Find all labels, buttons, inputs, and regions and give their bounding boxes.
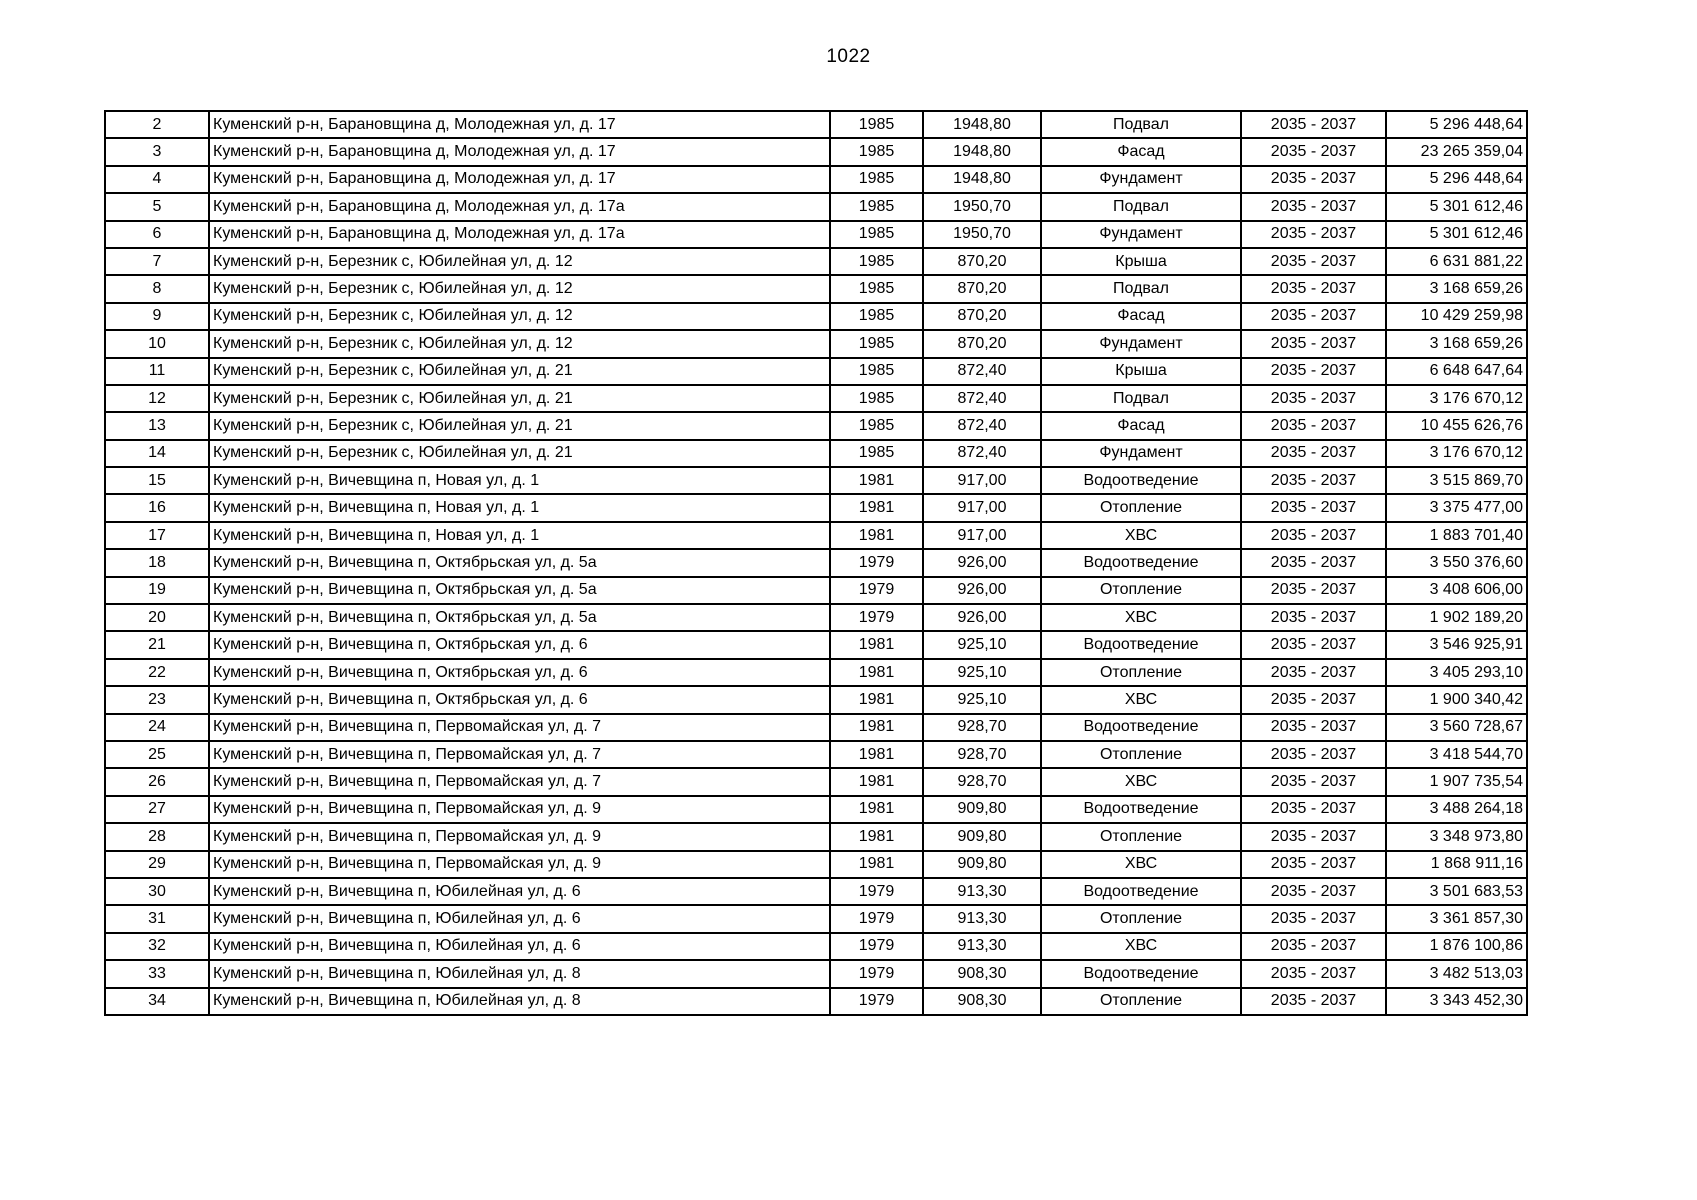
period-cell: 2035 - 2037 bbox=[1241, 221, 1386, 248]
address-cell: Куменский р-н, Березник с, Юбилейная ул, д. 21 bbox=[209, 412, 830, 439]
work-type-cell: Отопление bbox=[1041, 741, 1241, 768]
year-built-cell: 1981 bbox=[830, 494, 923, 521]
row-number-cell: 23 bbox=[105, 686, 209, 713]
address-cell: Куменский р-н, Вичевщина п, Октябрьская ул, д. 6 bbox=[209, 631, 830, 658]
row-number-cell: 31 bbox=[105, 905, 209, 932]
cost-cell: 3 515 869,70 bbox=[1386, 467, 1527, 494]
row-number-cell: 32 bbox=[105, 933, 209, 960]
address-cell: Куменский р-н, Березник с, Юбилейная ул, д. 21 bbox=[209, 385, 830, 412]
area-cell: 913,30 bbox=[923, 933, 1041, 960]
row-number-cell: 19 bbox=[105, 577, 209, 604]
area-cell: 1948,80 bbox=[923, 111, 1041, 138]
period-cell: 2035 - 2037 bbox=[1241, 166, 1386, 193]
row-number-cell: 30 bbox=[105, 878, 209, 905]
address-cell: Куменский р-н, Вичевщина п, Юбилейная ул, д. 8 bbox=[209, 960, 830, 987]
period-cell: 2035 - 2037 bbox=[1241, 358, 1386, 385]
table-row bbox=[105, 686, 1527, 713]
area-cell: 909,80 bbox=[923, 851, 1041, 878]
row-number-cell: 11 bbox=[105, 358, 209, 385]
table-row bbox=[105, 166, 1527, 193]
row-number-cell: 13 bbox=[105, 412, 209, 439]
table-row bbox=[105, 905, 1527, 932]
address-cell: Куменский р-н, Барановщина д, Молодежная ул, д. 17 bbox=[209, 166, 830, 193]
area-cell: 908,30 bbox=[923, 988, 1041, 1015]
cost-cell: 3 501 683,53 bbox=[1386, 878, 1527, 905]
cost-cell: 3 168 659,26 bbox=[1386, 275, 1527, 302]
work-type-cell: Отопление bbox=[1041, 659, 1241, 686]
year-built-cell: 1979 bbox=[830, 960, 923, 987]
area-cell: 928,70 bbox=[923, 768, 1041, 795]
work-type-cell: Водоотведение bbox=[1041, 549, 1241, 576]
area-cell: 1950,70 bbox=[923, 193, 1041, 220]
period-cell: 2035 - 2037 bbox=[1241, 549, 1386, 576]
table-row bbox=[105, 851, 1527, 878]
work-type-cell: Подвал bbox=[1041, 193, 1241, 220]
address-cell: Куменский р-н, Вичевщина п, Первомайская ул, д. 9 bbox=[209, 851, 830, 878]
table-row bbox=[105, 358, 1527, 385]
year-built-cell: 1979 bbox=[830, 878, 923, 905]
table-row bbox=[105, 604, 1527, 631]
area-cell: 870,20 bbox=[923, 303, 1041, 330]
year-built-cell: 1985 bbox=[830, 412, 923, 439]
year-built-cell: 1979 bbox=[830, 604, 923, 631]
period-cell: 2035 - 2037 bbox=[1241, 686, 1386, 713]
cost-cell: 1 900 340,42 bbox=[1386, 686, 1527, 713]
cost-cell: 3 348 973,80 bbox=[1386, 823, 1527, 850]
cost-cell: 3 488 264,18 bbox=[1386, 796, 1527, 823]
cost-cell: 3 405 293,10 bbox=[1386, 659, 1527, 686]
year-built-cell: 1979 bbox=[830, 988, 923, 1015]
work-type-cell: Фундамент bbox=[1041, 166, 1241, 193]
area-cell: 870,20 bbox=[923, 248, 1041, 275]
cost-cell: 5 296 448,64 bbox=[1386, 111, 1527, 138]
area-cell: 917,00 bbox=[923, 467, 1041, 494]
work-type-cell: Отопление bbox=[1041, 577, 1241, 604]
work-type-cell: Отопление bbox=[1041, 494, 1241, 521]
row-number-cell: 8 bbox=[105, 275, 209, 302]
year-built-cell: 1981 bbox=[830, 851, 923, 878]
work-type-cell: Фундамент bbox=[1041, 221, 1241, 248]
table-row bbox=[105, 138, 1527, 165]
table-row bbox=[105, 303, 1527, 330]
area-cell: 913,30 bbox=[923, 905, 1041, 932]
address-cell: Куменский р-н, Вичевщина п, Юбилейная ул, д. 6 bbox=[209, 878, 830, 905]
area-cell: 913,30 bbox=[923, 878, 1041, 905]
area-cell: 872,40 bbox=[923, 412, 1041, 439]
cost-cell: 3 176 670,12 bbox=[1386, 385, 1527, 412]
cost-cell: 3 343 452,30 bbox=[1386, 988, 1527, 1015]
address-cell: Куменский р-н, Березник с, Юбилейная ул, д. 21 bbox=[209, 358, 830, 385]
table-row bbox=[105, 385, 1527, 412]
cost-cell: 5 296 448,64 bbox=[1386, 166, 1527, 193]
year-built-cell: 1985 bbox=[830, 330, 923, 357]
address-cell: Куменский р-н, Вичевщина п, Юбилейная ул, д. 6 bbox=[209, 905, 830, 932]
address-cell: Куменский р-н, Вичевщина п, Октябрьская ул, д. 5а bbox=[209, 549, 830, 576]
area-cell: 925,10 bbox=[923, 659, 1041, 686]
address-cell: Куменский р-н, Барановщина д, Молодежная ул, д. 17 bbox=[209, 138, 830, 165]
period-cell: 2035 - 2037 bbox=[1241, 248, 1386, 275]
table-row bbox=[105, 111, 1527, 138]
area-cell: 926,00 bbox=[923, 604, 1041, 631]
address-cell: Куменский р-н, Вичевщина п, Юбилейная ул, д. 6 bbox=[209, 933, 830, 960]
area-cell: 928,70 bbox=[923, 714, 1041, 741]
year-built-cell: 1979 bbox=[830, 905, 923, 932]
period-cell: 2035 - 2037 bbox=[1241, 330, 1386, 357]
work-type-cell: Крыша bbox=[1041, 248, 1241, 275]
period-cell: 2035 - 2037 bbox=[1241, 193, 1386, 220]
area-cell: 872,40 bbox=[923, 440, 1041, 467]
cost-cell: 3 176 670,12 bbox=[1386, 440, 1527, 467]
work-type-cell: Водоотведение bbox=[1041, 960, 1241, 987]
table-row bbox=[105, 330, 1527, 357]
table-row bbox=[105, 412, 1527, 439]
cost-cell: 3 418 544,70 bbox=[1386, 741, 1527, 768]
period-cell: 2035 - 2037 bbox=[1241, 768, 1386, 795]
work-type-cell: ХВС bbox=[1041, 522, 1241, 549]
cost-cell: 1 868 911,16 bbox=[1386, 851, 1527, 878]
row-number-cell: 14 bbox=[105, 440, 209, 467]
table-row bbox=[105, 988, 1527, 1015]
year-built-cell: 1981 bbox=[830, 659, 923, 686]
period-cell: 2035 - 2037 bbox=[1241, 522, 1386, 549]
table-row bbox=[105, 577, 1527, 604]
row-number-cell: 29 bbox=[105, 851, 209, 878]
row-number-cell: 3 bbox=[105, 138, 209, 165]
work-type-cell: Отопление bbox=[1041, 823, 1241, 850]
address-cell: Куменский р-н, Березник с, Юбилейная ул, д. 12 bbox=[209, 303, 830, 330]
cost-cell: 5 301 612,46 bbox=[1386, 193, 1527, 220]
row-number-cell: 28 bbox=[105, 823, 209, 850]
table-row bbox=[105, 768, 1527, 795]
cost-cell: 1 876 100,86 bbox=[1386, 933, 1527, 960]
period-cell: 2035 - 2037 bbox=[1241, 440, 1386, 467]
period-cell: 2035 - 2037 bbox=[1241, 467, 1386, 494]
period-cell: 2035 - 2037 bbox=[1241, 823, 1386, 850]
area-cell: 926,00 bbox=[923, 577, 1041, 604]
page-number: 1022 bbox=[826, 46, 871, 67]
cost-cell: 10 455 626,76 bbox=[1386, 412, 1527, 439]
table-row bbox=[105, 467, 1527, 494]
year-built-cell: 1981 bbox=[830, 768, 923, 795]
year-built-cell: 1985 bbox=[830, 221, 923, 248]
area-cell: 917,00 bbox=[923, 494, 1041, 521]
year-built-cell: 1985 bbox=[830, 248, 923, 275]
year-built-cell: 1985 bbox=[830, 166, 923, 193]
work-type-cell: Водоотведение bbox=[1041, 878, 1241, 905]
period-cell: 2035 - 2037 bbox=[1241, 303, 1386, 330]
year-built-cell: 1981 bbox=[830, 686, 923, 713]
cost-cell: 1 902 189,20 bbox=[1386, 604, 1527, 631]
area-cell: 926,00 bbox=[923, 549, 1041, 576]
cost-cell: 3 375 477,00 bbox=[1386, 494, 1527, 521]
address-cell: Куменский р-н, Барановщина д, Молодежная ул, д. 17а bbox=[209, 221, 830, 248]
cost-cell: 10 429 259,98 bbox=[1386, 303, 1527, 330]
period-cell: 2035 - 2037 bbox=[1241, 138, 1386, 165]
period-cell: 2035 - 2037 bbox=[1241, 796, 1386, 823]
table-row bbox=[105, 933, 1527, 960]
period-cell: 2035 - 2037 bbox=[1241, 412, 1386, 439]
address-cell: Куменский р-н, Барановщина д, Молодежная ул, д. 17а bbox=[209, 193, 830, 220]
year-built-cell: 1979 bbox=[830, 549, 923, 576]
period-cell: 2035 - 2037 bbox=[1241, 960, 1386, 987]
year-built-cell: 1981 bbox=[830, 631, 923, 658]
row-number-cell: 10 bbox=[105, 330, 209, 357]
work-type-cell: Подвал bbox=[1041, 111, 1241, 138]
row-number-cell: 34 bbox=[105, 988, 209, 1015]
cost-cell: 3 550 376,60 bbox=[1386, 549, 1527, 576]
address-cell: Куменский р-н, Вичевщина п, Первомайская ул, д. 7 bbox=[209, 741, 830, 768]
work-type-cell: ХВС bbox=[1041, 933, 1241, 960]
cost-cell: 3 168 659,26 bbox=[1386, 330, 1527, 357]
row-number-cell: 22 bbox=[105, 659, 209, 686]
table-row bbox=[105, 248, 1527, 275]
period-cell: 2035 - 2037 bbox=[1241, 878, 1386, 905]
area-cell: 917,00 bbox=[923, 522, 1041, 549]
row-number-cell: 21 bbox=[105, 631, 209, 658]
row-number-cell: 25 bbox=[105, 741, 209, 768]
row-number-cell: 2 bbox=[105, 111, 209, 138]
cost-cell: 3 361 857,30 bbox=[1386, 905, 1527, 932]
work-type-cell: Фасад bbox=[1041, 138, 1241, 165]
work-type-cell: ХВС bbox=[1041, 686, 1241, 713]
row-number-cell: 26 bbox=[105, 768, 209, 795]
area-cell: 925,10 bbox=[923, 631, 1041, 658]
table-row bbox=[105, 796, 1527, 823]
address-cell: Куменский р-н, Березник с, Юбилейная ул, д. 21 bbox=[209, 440, 830, 467]
row-number-cell: 18 bbox=[105, 549, 209, 576]
year-built-cell: 1981 bbox=[830, 714, 923, 741]
row-number-cell: 27 bbox=[105, 796, 209, 823]
work-type-cell: ХВС bbox=[1041, 768, 1241, 795]
row-number-cell: 20 bbox=[105, 604, 209, 631]
period-cell: 2035 - 2037 bbox=[1241, 631, 1386, 658]
period-cell: 2035 - 2037 bbox=[1241, 577, 1386, 604]
period-cell: 2035 - 2037 bbox=[1241, 494, 1386, 521]
table-row bbox=[105, 631, 1527, 658]
row-number-cell: 4 bbox=[105, 166, 209, 193]
area-cell: 909,80 bbox=[923, 796, 1041, 823]
row-number-cell: 7 bbox=[105, 248, 209, 275]
address-cell: Куменский р-н, Вичевщина п, Октябрьская ул, д. 5а bbox=[209, 604, 830, 631]
address-cell: Куменский р-н, Вичевщина п, Юбилейная ул, д. 8 bbox=[209, 988, 830, 1015]
row-number-cell: 17 bbox=[105, 522, 209, 549]
address-cell: Куменский р-н, Вичевщина п, Новая ул, д. 1 bbox=[209, 467, 830, 494]
area-cell: 1950,70 bbox=[923, 221, 1041, 248]
year-built-cell: 1985 bbox=[830, 358, 923, 385]
address-cell: Куменский р-н, Вичевщина п, Новая ул, д. 1 bbox=[209, 522, 830, 549]
address-cell: Куменский р-н, Березник с, Юбилейная ул, д. 12 bbox=[209, 275, 830, 302]
year-built-cell: 1985 bbox=[830, 385, 923, 412]
cost-cell: 1 907 735,54 bbox=[1386, 768, 1527, 795]
table-row bbox=[105, 193, 1527, 220]
cost-cell: 3 408 606,00 bbox=[1386, 577, 1527, 604]
work-type-cell: Отопление bbox=[1041, 988, 1241, 1015]
work-type-cell: Фундамент bbox=[1041, 330, 1241, 357]
address-cell: Куменский р-н, Вичевщина п, Октябрьская ул, д. 5а bbox=[209, 577, 830, 604]
table-row bbox=[105, 522, 1527, 549]
work-type-cell: Подвал bbox=[1041, 275, 1241, 302]
period-cell: 2035 - 2037 bbox=[1241, 905, 1386, 932]
table-row bbox=[105, 549, 1527, 576]
address-cell: Куменский р-н, Березник с, Юбилейная ул, д. 12 bbox=[209, 330, 830, 357]
table-row bbox=[105, 494, 1527, 521]
area-cell: 872,40 bbox=[923, 385, 1041, 412]
area-cell: 1948,80 bbox=[923, 166, 1041, 193]
address-cell: Куменский р-н, Вичевщина п, Первомайская ул, д. 9 bbox=[209, 823, 830, 850]
period-cell: 2035 - 2037 bbox=[1241, 111, 1386, 138]
area-cell: 872,40 bbox=[923, 358, 1041, 385]
table-row bbox=[105, 823, 1527, 850]
row-number-cell: 33 bbox=[105, 960, 209, 987]
year-built-cell: 1985 bbox=[830, 138, 923, 165]
cost-cell: 6 648 647,64 bbox=[1386, 358, 1527, 385]
work-type-cell: Водоотведение bbox=[1041, 796, 1241, 823]
year-built-cell: 1981 bbox=[830, 796, 923, 823]
year-built-cell: 1985 bbox=[830, 111, 923, 138]
year-built-cell: 1985 bbox=[830, 440, 923, 467]
table-row bbox=[105, 741, 1527, 768]
cost-cell: 3 560 728,67 bbox=[1386, 714, 1527, 741]
area-cell: 1948,80 bbox=[923, 138, 1041, 165]
year-built-cell: 1981 bbox=[830, 467, 923, 494]
table-row bbox=[105, 221, 1527, 248]
year-built-cell: 1985 bbox=[830, 275, 923, 302]
row-number-cell: 5 bbox=[105, 193, 209, 220]
row-number-cell: 6 bbox=[105, 221, 209, 248]
table-row bbox=[105, 275, 1527, 302]
work-type-cell: ХВС bbox=[1041, 851, 1241, 878]
work-type-cell: Водоотведение bbox=[1041, 714, 1241, 741]
work-type-cell: Крыша bbox=[1041, 358, 1241, 385]
work-type-cell: Фасад bbox=[1041, 303, 1241, 330]
year-built-cell: 1979 bbox=[830, 577, 923, 604]
address-cell: Куменский р-н, Вичевщина п, Первомайская ул, д. 7 bbox=[209, 714, 830, 741]
area-cell: 928,70 bbox=[923, 741, 1041, 768]
work-type-cell: Водоотведение bbox=[1041, 467, 1241, 494]
period-cell: 2035 - 2037 bbox=[1241, 604, 1386, 631]
address-cell: Куменский р-н, Вичевщина п, Октябрьская ул, д. 6 bbox=[209, 686, 830, 713]
work-type-cell: ХВС bbox=[1041, 604, 1241, 631]
cost-cell: 3 546 925,91 bbox=[1386, 631, 1527, 658]
period-cell: 2035 - 2037 bbox=[1241, 659, 1386, 686]
year-built-cell: 1985 bbox=[830, 193, 923, 220]
table-row bbox=[105, 714, 1527, 741]
area-cell: 909,80 bbox=[923, 823, 1041, 850]
year-built-cell: 1981 bbox=[830, 522, 923, 549]
period-cell: 2035 - 2037 bbox=[1241, 275, 1386, 302]
area-cell: 870,20 bbox=[923, 275, 1041, 302]
cost-cell: 6 631 881,22 bbox=[1386, 248, 1527, 275]
year-built-cell: 1979 bbox=[830, 933, 923, 960]
address-cell: Куменский р-н, Вичевщина п, Новая ул, д. 1 bbox=[209, 494, 830, 521]
year-built-cell: 1981 bbox=[830, 741, 923, 768]
period-cell: 2035 - 2037 bbox=[1241, 851, 1386, 878]
cost-cell: 1 883 701,40 bbox=[1386, 522, 1527, 549]
row-number-cell: 15 bbox=[105, 467, 209, 494]
area-cell: 870,20 bbox=[923, 330, 1041, 357]
work-type-cell: Фундамент bbox=[1041, 440, 1241, 467]
row-number-cell: 24 bbox=[105, 714, 209, 741]
address-cell: Куменский р-н, Вичевщина п, Первомайская ул, д. 9 bbox=[209, 796, 830, 823]
table-row bbox=[105, 659, 1527, 686]
period-cell: 2035 - 2037 bbox=[1241, 741, 1386, 768]
period-cell: 2035 - 2037 bbox=[1241, 714, 1386, 741]
work-type-cell: Подвал bbox=[1041, 385, 1241, 412]
cost-cell: 3 482 513,03 bbox=[1386, 960, 1527, 987]
area-cell: 908,30 bbox=[923, 960, 1041, 987]
address-cell: Куменский р-н, Барановщина д, Молодежная ул, д. 17 bbox=[209, 111, 830, 138]
work-type-cell: Водоотведение bbox=[1041, 631, 1241, 658]
period-cell: 2035 - 2037 bbox=[1241, 933, 1386, 960]
work-type-cell: Отопление bbox=[1041, 905, 1241, 932]
table-row bbox=[105, 878, 1527, 905]
cost-cell: 23 265 359,04 bbox=[1386, 138, 1527, 165]
row-number-cell: 16 bbox=[105, 494, 209, 521]
row-number-cell: 12 bbox=[105, 385, 209, 412]
table-body bbox=[105, 111, 1527, 1015]
year-built-cell: 1985 bbox=[830, 303, 923, 330]
table-row bbox=[105, 960, 1527, 987]
table-row bbox=[105, 440, 1527, 467]
address-cell: Куменский р-н, Вичевщина п, Первомайская ул, д. 7 bbox=[209, 768, 830, 795]
address-cell: Куменский р-н, Березник с, Юбилейная ул, д. 12 bbox=[209, 248, 830, 275]
year-built-cell: 1981 bbox=[830, 823, 923, 850]
period-cell: 2035 - 2037 bbox=[1241, 385, 1386, 412]
address-cell: Куменский р-н, Вичевщина п, Октябрьская ул, д. 6 bbox=[209, 659, 830, 686]
work-type-cell: Фасад bbox=[1041, 412, 1241, 439]
housing-repair-table bbox=[104, 110, 1528, 1016]
cost-cell: 5 301 612,46 bbox=[1386, 221, 1527, 248]
period-cell: 2035 - 2037 bbox=[1241, 988, 1386, 1015]
area-cell: 925,10 bbox=[923, 686, 1041, 713]
row-number-cell: 9 bbox=[105, 303, 209, 330]
